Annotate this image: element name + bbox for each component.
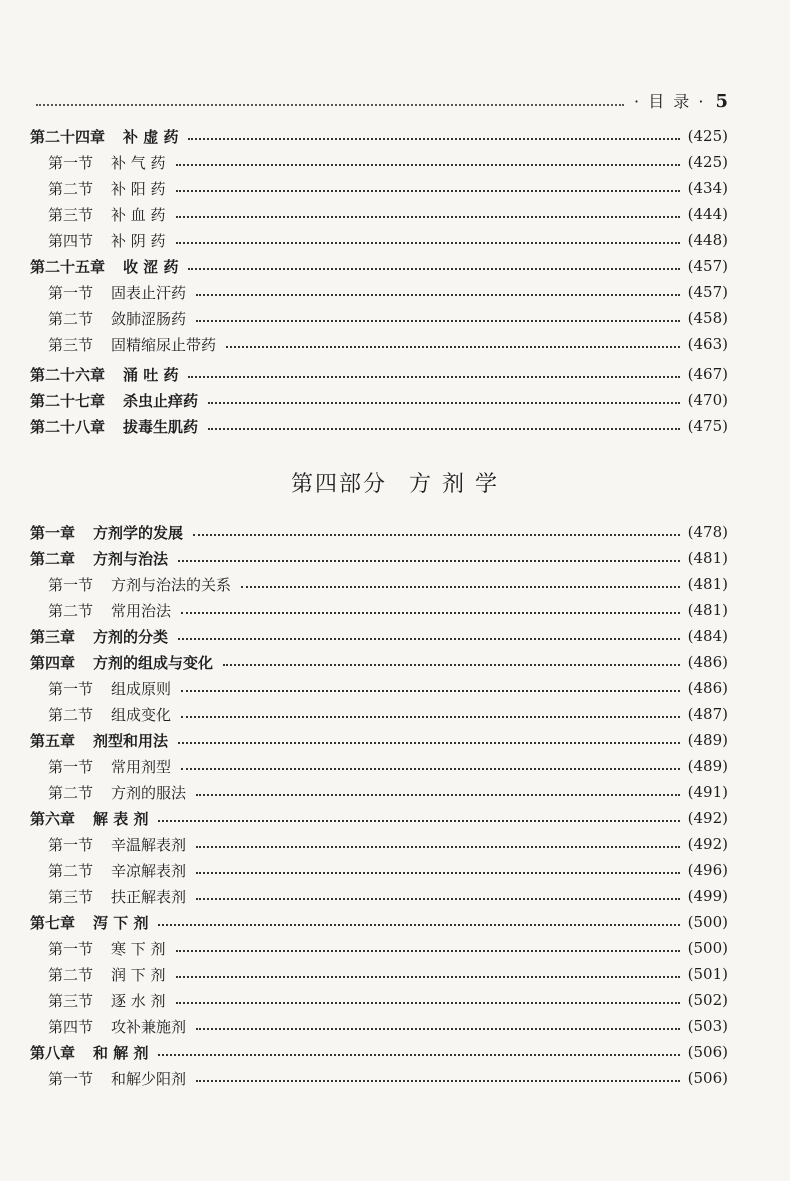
toc-entry-label: 第二节 — [48, 705, 94, 724]
toc-entry-name: 辛温解表剂 — [111, 835, 187, 854]
toc-entry-label: 第三章 — [30, 627, 76, 646]
toc-page-number: (425) — [687, 153, 728, 171]
toc-entry-title — [48, 782, 186, 803]
toc-page-number: (484) — [687, 627, 728, 645]
toc-entry-label: 第四节 — [48, 231, 94, 250]
toc-leader-dots — [196, 1028, 680, 1030]
toc-entry-name: 杀虫止痒药 — [123, 391, 199, 410]
toc-page-number: (492) — [687, 809, 728, 827]
toc-entry-name: 补 气 药 — [111, 153, 166, 172]
toc-page-number: (481) — [687, 575, 728, 593]
toc-page-number: (500) — [687, 913, 728, 931]
running-header — [36, 88, 728, 112]
toc-entry-label: 第四章 — [30, 653, 76, 672]
toc-entry-label: 第五章 — [30, 731, 76, 750]
header-label: · 目 录 · — [634, 92, 706, 111]
toc-leader-dots — [226, 346, 680, 348]
toc-entry-label: 第三节 — [48, 991, 94, 1010]
toc-entry-label: 第二十七章 — [30, 391, 106, 410]
toc-leader-dots — [188, 138, 679, 140]
toc-leader-dots — [196, 320, 680, 322]
toc-entry-name: 涌 吐 药 — [123, 365, 179, 384]
toc-entry-title — [48, 574, 231, 595]
toc-entry-title — [48, 230, 166, 251]
toc-chapter-row — [30, 649, 728, 675]
toc-page-number: (457) — [687, 283, 728, 301]
toc-leader-dots — [188, 376, 679, 378]
toc-page-number: (506) — [687, 1069, 728, 1087]
toc-entry-label: 第二节 — [48, 601, 94, 620]
toc-chapter-row — [30, 519, 728, 545]
toc-section-row — [30, 571, 728, 597]
toc-section-row — [30, 279, 728, 305]
toc-entry-label: 第六章 — [30, 809, 76, 828]
part-four-name: 方 剂 学 — [409, 472, 499, 497]
toc-page-number: (500) — [687, 939, 728, 957]
toc-leader-dots — [176, 1002, 680, 1004]
toc-entry-title — [48, 308, 186, 329]
toc-entry-title — [48, 282, 186, 303]
toc-entry-title — [48, 1068, 186, 1089]
toc-entry-title — [30, 626, 168, 647]
toc-leader-dots — [178, 638, 680, 640]
toc-entry-name: 辛凉解表剂 — [111, 861, 187, 880]
toc-entry-name: 固表止汗药 — [111, 283, 187, 302]
toc-chapter-row — [30, 909, 728, 935]
toc-entry-label: 第一节 — [48, 283, 94, 302]
toc-leader-dots — [176, 976, 680, 978]
toc-leader-dots — [196, 294, 680, 296]
toc-chapter-row — [30, 361, 728, 387]
toc-entry-name: 剂型和用法 — [93, 731, 169, 750]
toc-entry-name: 方剂学的发展 — [93, 523, 184, 542]
toc-page-number: (448) — [687, 231, 728, 249]
toc-entry-name: 常用治法 — [111, 601, 172, 620]
toc-leader-dots — [176, 216, 680, 218]
toc-page-number: (489) — [687, 757, 728, 775]
toc-entry-label: 第二节 — [48, 965, 94, 984]
toc-entry-title — [48, 704, 171, 725]
toc-page-number: (463) — [687, 335, 728, 353]
toc-entry-title — [48, 152, 166, 173]
toc-section-row — [30, 987, 728, 1013]
toc-entry-name: 补 虚 药 — [123, 127, 179, 146]
toc-entry-label: 第三节 — [48, 887, 94, 906]
toc-section-row — [30, 675, 728, 701]
toc-entry-title — [48, 756, 171, 777]
toc-page-number: (475) — [687, 417, 728, 435]
toc-section-row — [30, 779, 728, 805]
toc-entry-title — [30, 416, 198, 437]
toc-page-number: (444) — [687, 205, 728, 223]
toc-entry-name: 逐 水 剂 — [111, 991, 166, 1010]
toc-entry-name: 补 阴 药 — [111, 231, 166, 250]
toc-entry-title — [30, 730, 168, 751]
toc-entry-name: 方剂与治法的关系 — [111, 575, 232, 594]
toc-entry-name: 和解少阳剂 — [111, 1069, 187, 1088]
toc-entry-label: 第二节 — [48, 309, 94, 328]
toc-entry-label: 第一节 — [48, 1069, 94, 1088]
toc-section-row — [30, 227, 728, 253]
toc-entry-name: 敛肺涩肠药 — [111, 309, 187, 328]
toc-entry-name: 组成变化 — [111, 705, 172, 724]
toc-section-row — [30, 331, 728, 357]
toc-entry-label: 第二节 — [48, 861, 94, 880]
toc-entry-name: 扶正解表剂 — [111, 887, 187, 906]
toc-entry-title — [48, 600, 171, 621]
toc-leader-dots — [208, 428, 680, 430]
toc-section-row — [30, 175, 728, 201]
toc-page-number: (467) — [687, 365, 728, 383]
toc-page-number: (470) — [687, 391, 728, 409]
toc-leader-dots — [223, 664, 680, 666]
toc-page-number: (481) — [687, 601, 728, 619]
toc-section-row — [30, 831, 728, 857]
toc-entry-name: 和 解 剂 — [93, 1043, 149, 1062]
toc-entry-title — [30, 390, 198, 411]
toc-entry-title — [48, 1016, 186, 1037]
toc-leader-dots — [158, 820, 679, 822]
toc-page-number: (425) — [687, 127, 728, 145]
toc-section-row — [30, 961, 728, 987]
toc-entry-name: 拔毒生肌药 — [123, 417, 199, 436]
toc-entry-label: 第七章 — [30, 913, 76, 932]
toc-entry-title — [30, 522, 183, 543]
toc-entry-title — [48, 964, 166, 985]
toc-entry-title — [30, 256, 178, 277]
toc-entry-name: 方剂的组成与变化 — [93, 653, 214, 672]
toc-entry-label: 第二章 — [30, 549, 76, 568]
toc-entry-label: 第一节 — [48, 939, 94, 958]
toc-entry-name: 泻 下 剂 — [93, 913, 149, 932]
toc-chapter-row — [30, 623, 728, 649]
toc-section-row — [30, 883, 728, 909]
toc-leader-dots — [196, 794, 680, 796]
toc-entry-title — [48, 938, 166, 959]
toc-leader-dots — [241, 586, 680, 588]
toc-entry-name: 解 表 剂 — [93, 809, 149, 828]
toc-page-number: (481) — [687, 549, 728, 567]
toc-leader-dots — [181, 716, 680, 718]
toc-chapter-row — [30, 1039, 728, 1065]
toc-entry-title — [30, 912, 148, 933]
header-leader-line — [36, 104, 624, 106]
toc-entry-title — [48, 990, 166, 1011]
toc-entry-label: 第二十五章 — [30, 257, 106, 276]
toc-leader-dots — [176, 190, 680, 192]
toc-entry-name: 方剂的分类 — [93, 627, 169, 646]
toc-entry-label: 第八章 — [30, 1043, 76, 1062]
toc-leader-dots — [181, 690, 680, 692]
toc-entry-title — [48, 204, 166, 225]
toc-page-number: (487) — [687, 705, 728, 723]
toc-chapter-row — [30, 545, 728, 571]
toc-page-number: (502) — [687, 991, 728, 1009]
toc-page-number: (434) — [687, 179, 728, 197]
part-four-title — [0, 467, 790, 498]
toc-leader-dots — [176, 242, 680, 244]
toc-leader-dots — [178, 742, 680, 744]
toc-leader-dots — [196, 872, 680, 874]
toc-section-row — [30, 305, 728, 331]
toc-page-number: (499) — [687, 887, 728, 905]
toc-leader-dots — [178, 560, 680, 562]
toc-page-number: (492) — [687, 835, 728, 853]
toc-entry-label: 第一节 — [48, 575, 94, 594]
toc-page-number: (506) — [687, 1043, 728, 1061]
toc-leader-dots — [176, 164, 680, 166]
part-four-label: 第四部分 — [290, 472, 387, 497]
toc-leader-dots — [196, 1080, 680, 1082]
toc-entry-title — [48, 834, 186, 855]
toc-chapter-row — [30, 413, 728, 439]
toc-page-number: (491) — [687, 783, 728, 801]
toc-entry-title — [48, 860, 186, 881]
toc-entry-label: 第一节 — [48, 153, 94, 172]
toc-entry-label: 第一节 — [48, 757, 94, 776]
toc-entry-name: 组成原则 — [111, 679, 172, 698]
toc-entry-title — [48, 886, 186, 907]
toc-section-row — [30, 1065, 728, 1091]
toc-entry-name: 常用剂型 — [111, 757, 172, 776]
toc-leader-dots — [158, 924, 679, 926]
toc-entry-title — [30, 808, 148, 829]
toc-page-number: (486) — [687, 679, 728, 697]
toc-entry-label: 第一章 — [30, 523, 76, 542]
toc-leader-dots — [196, 898, 680, 900]
toc-section-row — [30, 597, 728, 623]
toc-entry-name: 补 血 药 — [111, 205, 166, 224]
toc-page-number: (478) — [687, 523, 728, 541]
toc-entry-label: 第二节 — [48, 179, 94, 198]
toc-entry-label: 第三节 — [48, 335, 94, 354]
toc-entry-title — [30, 548, 168, 569]
toc-chapter-row — [30, 805, 728, 831]
toc-page-number: (486) — [687, 653, 728, 671]
toc-entry-name: 攻补兼施剂 — [111, 1017, 187, 1036]
toc-entry-label: 第三节 — [48, 205, 94, 224]
toc-entry-name: 固精缩尿止带药 — [111, 335, 217, 354]
toc-leader-dots — [196, 846, 680, 848]
toc-section-row — [30, 149, 728, 175]
toc-leader-dots — [188, 268, 679, 270]
toc-section-row — [30, 1013, 728, 1039]
toc-entry-name: 方剂的服法 — [111, 783, 187, 802]
toc-entry-name: 寒 下 剂 — [111, 939, 166, 958]
toc-leader-dots — [181, 612, 680, 614]
toc-entry-title — [48, 178, 166, 199]
toc-entry-label: 第一节 — [48, 835, 94, 854]
toc-entry-title — [30, 364, 178, 385]
toc-entry-name: 补 阳 药 — [111, 179, 166, 198]
toc-entry-label: 第二节 — [48, 783, 94, 802]
toc-entry-name: 方剂与治法 — [93, 549, 169, 568]
toc-section-row — [30, 857, 728, 883]
toc-leader-dots — [181, 768, 680, 770]
toc-section-row — [30, 935, 728, 961]
toc-entry-label: 第二十四章 — [30, 127, 106, 146]
toc-leader-dots — [193, 534, 680, 536]
toc-entry-title — [48, 678, 171, 699]
toc-chapter-row — [30, 253, 728, 279]
toc-entry-label: 第二十六章 — [30, 365, 106, 384]
toc-leader-dots — [176, 950, 680, 952]
toc-page-number: (496) — [687, 861, 728, 879]
toc-entry-label: 第二十八章 — [30, 417, 106, 436]
toc-page-number: (458) — [687, 309, 728, 327]
toc-entry-title — [48, 334, 216, 355]
toc-chapter-row — [30, 123, 728, 149]
toc-entry-title — [30, 652, 213, 673]
toc-entry-title — [30, 126, 178, 147]
toc-entry-title — [30, 1042, 148, 1063]
toc-entry-name: 收 涩 药 — [123, 257, 179, 276]
toc-entry-label: 第四节 — [48, 1017, 94, 1036]
toc-entry-label: 第一节 — [48, 679, 94, 698]
toc-page-number: (503) — [687, 1017, 728, 1035]
toc-leader-dots — [208, 402, 680, 404]
toc-leader-dots — [158, 1054, 679, 1056]
toc-chapter-row — [30, 727, 728, 753]
toc-section-row — [30, 201, 728, 227]
toc-entry-name: 润 下 剂 — [111, 965, 166, 984]
toc-page-number: (457) — [687, 257, 728, 275]
toc-page-number: (489) — [687, 731, 728, 749]
toc-section-row — [30, 701, 728, 727]
toc-page-number: (501) — [687, 965, 728, 983]
toc-chapter-row — [30, 387, 728, 413]
header-page-number: 5 — [715, 91, 728, 112]
toc-section-row — [30, 753, 728, 779]
